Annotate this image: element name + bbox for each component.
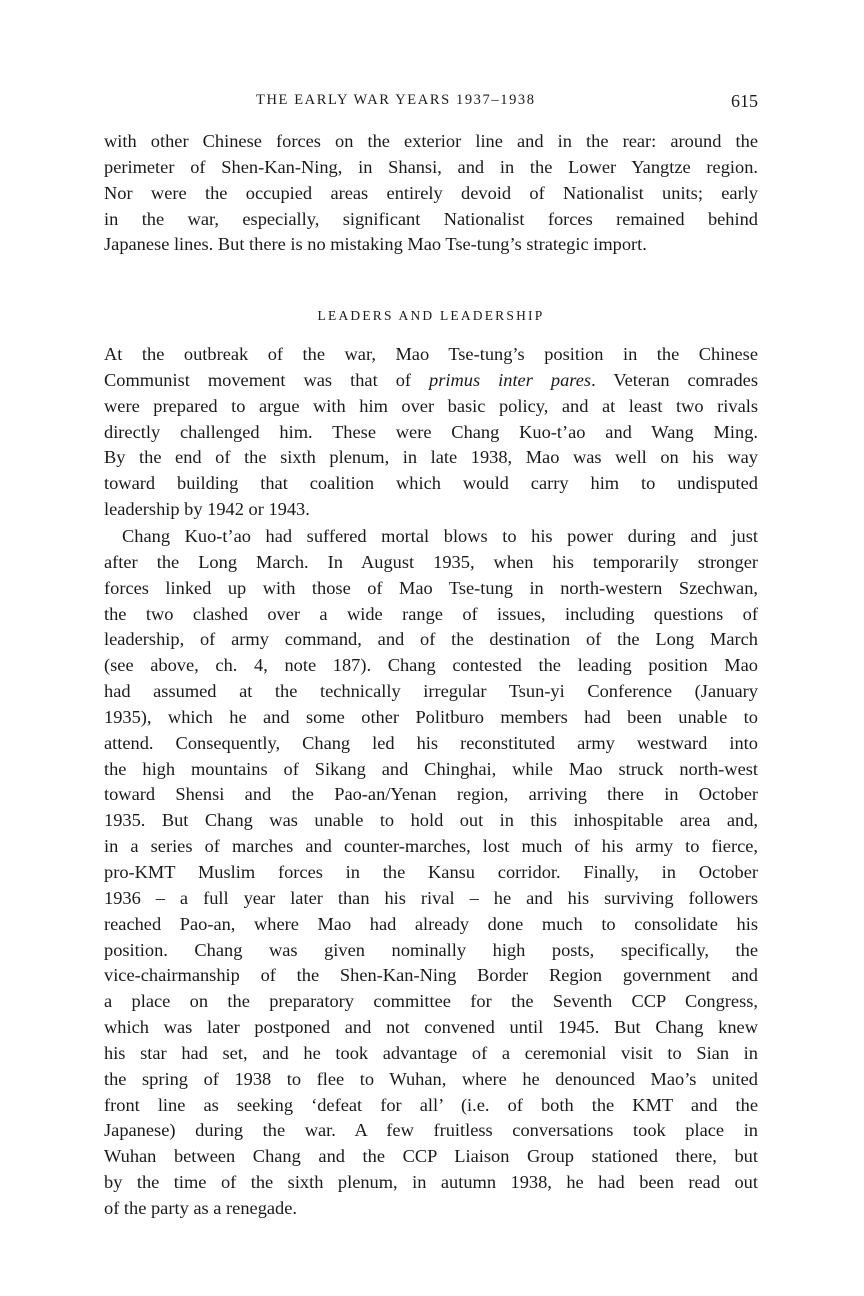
text-line: had assumed at the technically irregular Tsun-yi Conference (January — [104, 681, 758, 702]
text-line: 1935), which he and some other Politburo members had been unable to — [104, 706, 758, 727]
text-line: the two clashed over a wide range of issues, including questions of — [104, 603, 758, 624]
paragraph-chang-kuo-tao — [104, 524, 758, 1222]
text-line: By the end of the sixth plenum, in late 1938, Mao was well on his way — [104, 447, 758, 468]
text-line: after the Long March. In August 1935, when his temporarily stronger — [104, 551, 758, 572]
paragraph-leadership-intro — [104, 342, 758, 523]
text-line: leadership by 1942 or 1943. — [104, 499, 310, 520]
text-line: front line as seeking ‘defeat for all’ (i.e. of both the KMT and the — [104, 1094, 758, 1115]
text-fragment: Communist movement was that of — [104, 369, 412, 390]
text-line: directly challenged him. These were Chang Kuo-t’ao and Wang Ming. — [104, 421, 758, 442]
text-fragment: . Veteran comrades — [591, 369, 758, 390]
text-line: reached Pao-an, where Mao had already done much to consolidate his — [104, 913, 758, 934]
text-line: the high mountains of Sikang and Chinghai, while Mao struck north-west — [104, 758, 758, 779]
text-line: forces linked up with those of Mao Tse-tung in north-western Szechwan, — [104, 577, 758, 598]
text-line: which was later postponed and not convened until 1945. But Chang knew — [104, 1017, 758, 1038]
paragraph-continuation — [104, 129, 758, 258]
text-line: toward Shensi and the Pao-an/Yenan region, arriving there in October — [104, 784, 758, 805]
text-line: leadership, of army command, and of the destination of the Long March — [104, 629, 758, 650]
running-title: THE EARLY WAR YEARS 1937–1938 — [256, 92, 536, 108]
text-line: Japanese lines. But there is no mistaking Mao Tse-tung’s strategic import. — [104, 234, 647, 255]
text-line: in the war, especially, significant Nationalist forces remained behind — [104, 208, 758, 229]
text-line: the spring of 1938 to flee to Wuhan, where he denounced Mao’s united — [104, 1068, 758, 1089]
page-number: 615 — [731, 91, 758, 111]
italic-phrase: primus inter pares — [429, 369, 592, 390]
text-line: by the time of the sixth plenum, in autumn 1938, he had been read out — [104, 1172, 758, 1193]
text-line: pro-KMT Muslim forces in the Kansu corridor. Finally, in October — [104, 861, 758, 882]
text-line: perimeter of Shen-Kan-Ning, in Shansi, and in the Lower Yangtze region. — [104, 156, 758, 177]
text-line: attend. Consequently, Chang led his reconstituted army westward into — [104, 732, 758, 753]
text-line: At the outbreak of the war, Mao Tse-tung’s position in the Chinese — [104, 344, 758, 364]
running-head — [104, 92, 758, 116]
text-line: Japanese) during the war. A few fruitless conversations took place in — [104, 1120, 758, 1141]
text-line: (see above, ch. 4, note 187). Chang contested the leading position Mao — [104, 655, 758, 676]
text-line: toward building that coalition which would carry him to undisputed — [104, 473, 758, 494]
text-line: vice-chairmanship of the Shen-Kan-Ning Border Region government and — [104, 965, 758, 986]
text-line: of the party as a renegade. — [104, 1197, 298, 1218]
text-line: 1935. But Chang was unable to hold out in this inhospitable area and, — [104, 810, 758, 831]
text-line: position. Chang was given nominally high posts, specifically, the — [104, 939, 758, 960]
text-line: a place on the preparatory committee for the Seventh CCP Congress, — [104, 991, 758, 1012]
text-line: 1936 – a full year later than his rival – he and his surviving followers — [104, 887, 758, 908]
text-line: Chang Kuo-t’ao had suffered mortal blows to his power during and just — [122, 526, 758, 546]
text-line: in a series of marches and counter-marches, lost much of his army to fierce, — [104, 836, 758, 857]
text-line: Nor were the occupied areas entirely devoid of Nationalist units; early — [104, 182, 758, 203]
text-line: Wuhan between Chang and the CCP Liaison Group stationed there, but — [104, 1146, 758, 1167]
text-line: were prepared to argue with him over basic policy, and at least two rivals — [104, 395, 758, 416]
section-heading: LEADERS AND LEADERSHIP — [317, 308, 545, 323]
text-line-with-italic — [104, 368, 758, 394]
text-line: with other Chinese forces on the exterior line and in the rear: around the — [104, 131, 758, 151]
text-line: his star had set, and he took advantage of a ceremonial visit to Sian in — [104, 1042, 758, 1063]
